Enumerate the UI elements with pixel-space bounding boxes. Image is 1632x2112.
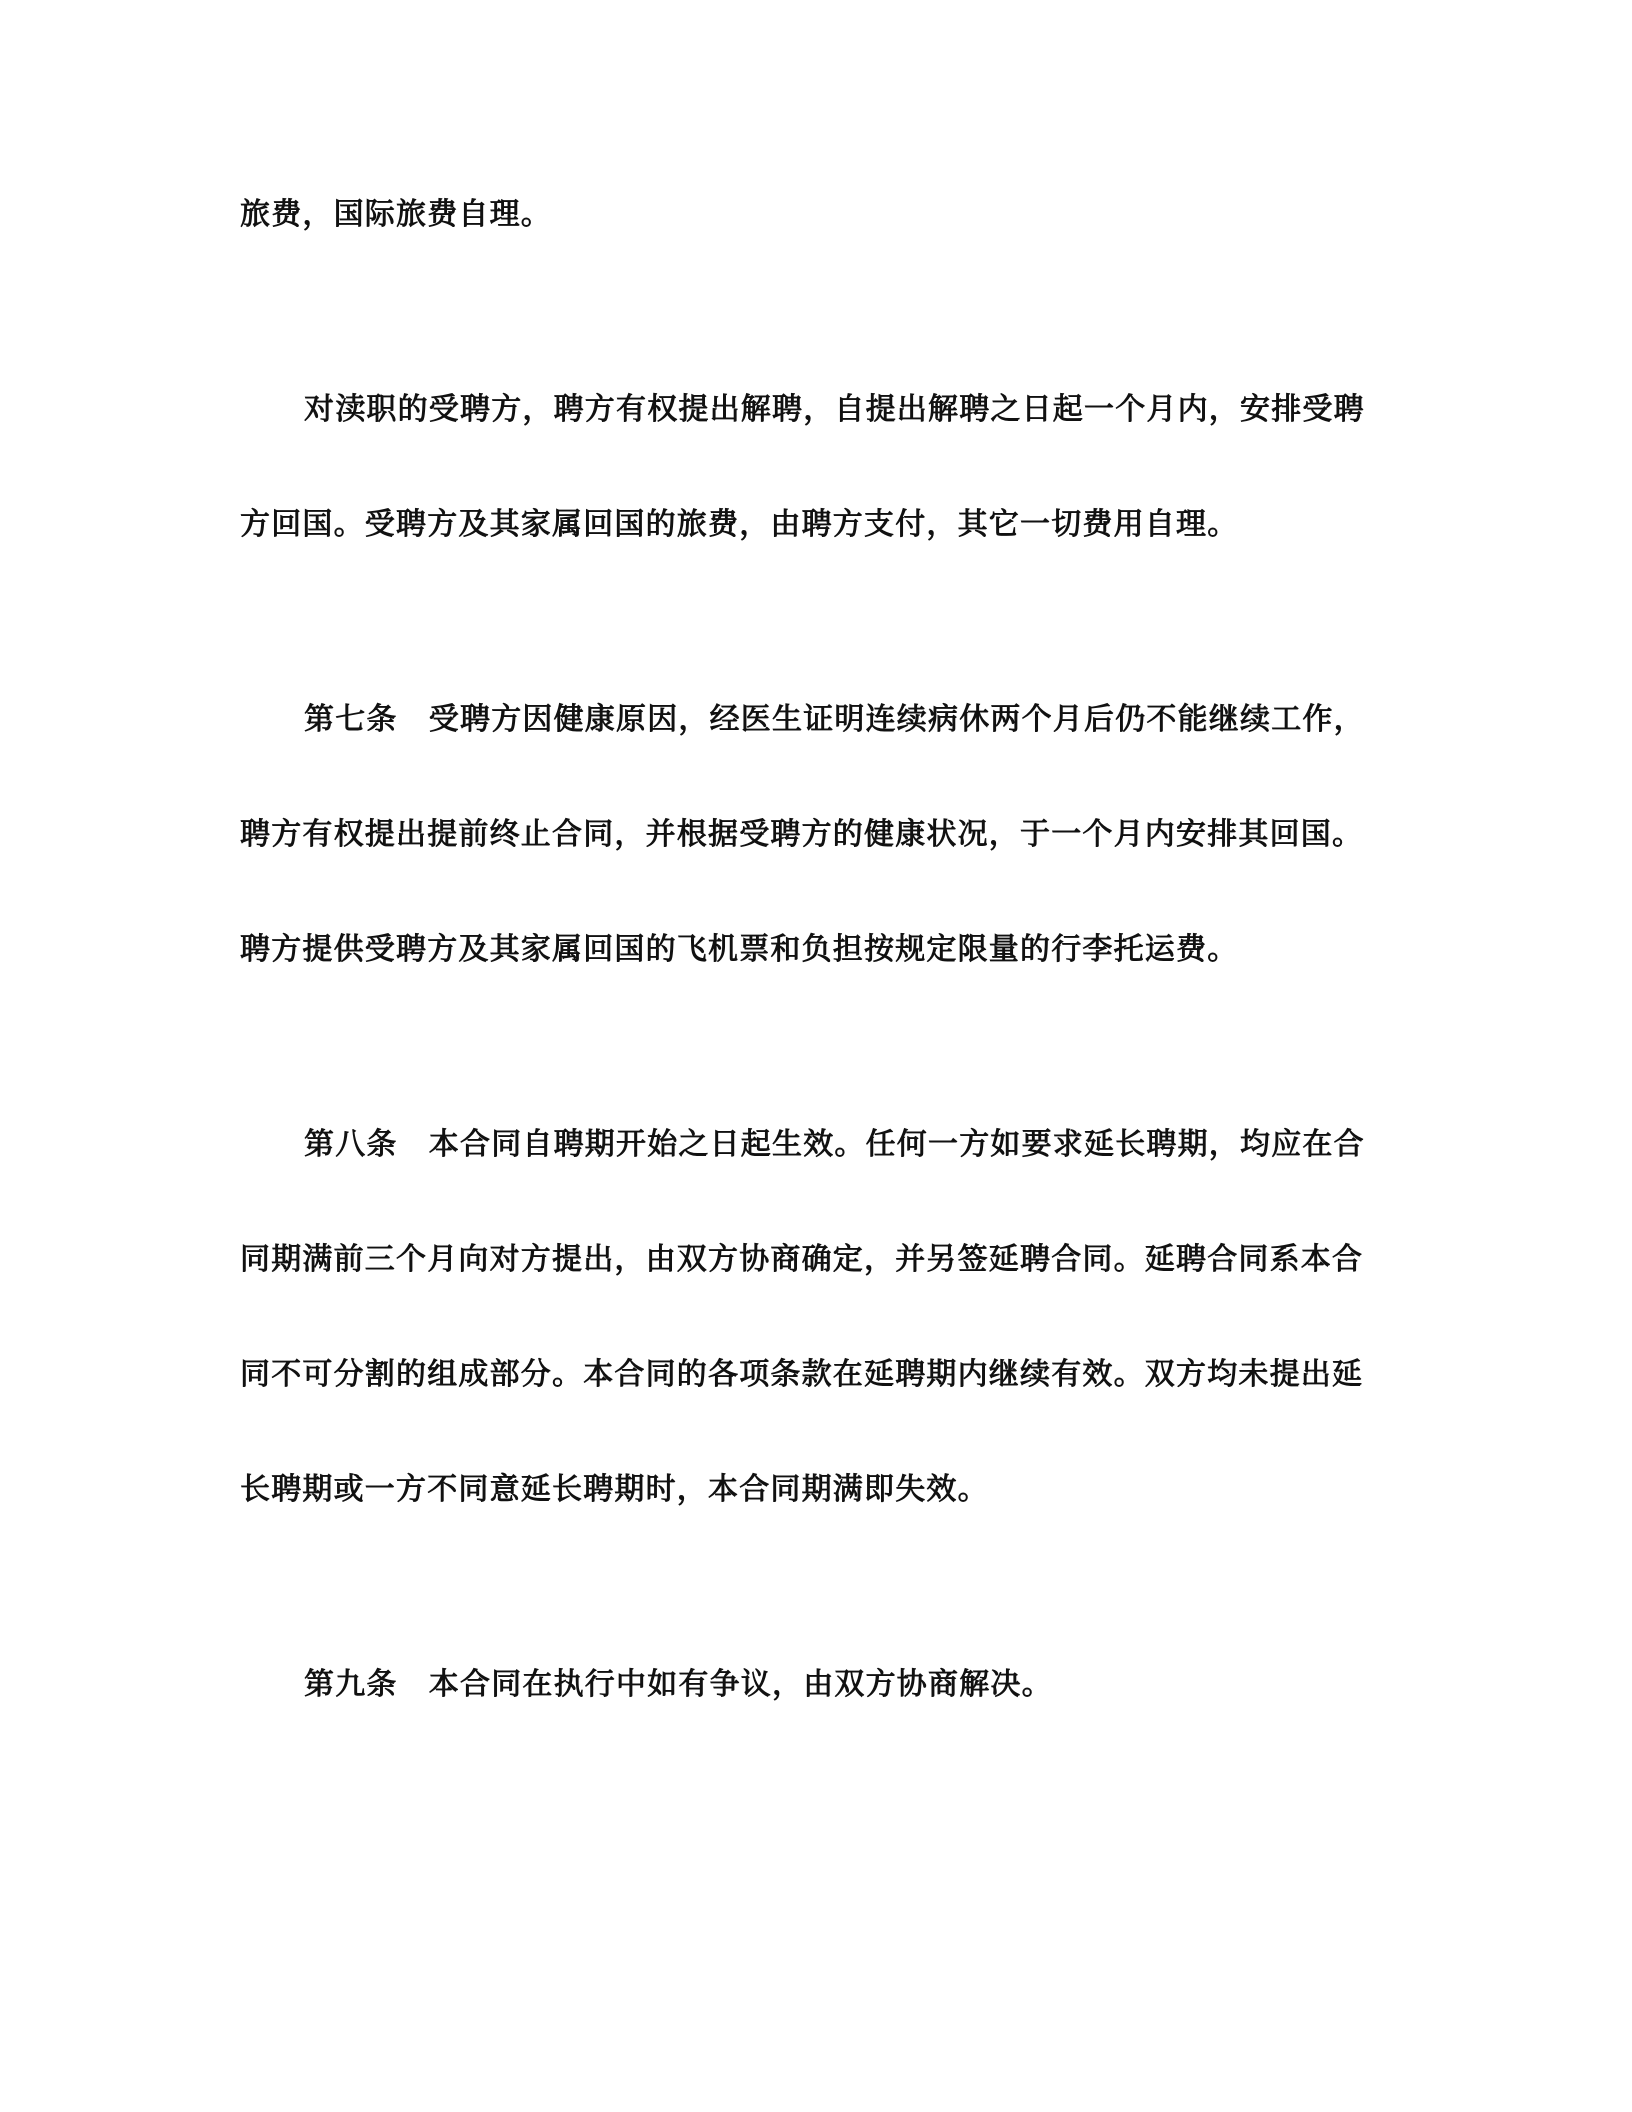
paragraph-line: 同期满前三个月向对方提出，由双方协商确定，并另签延聘合同。延聘合同系本合 [240, 1242, 1364, 1277]
paragraph-line: 方回国。受聘方及其家属回国的旅费，由聘方支付，其它一切费用自理。 [240, 507, 1239, 542]
paragraph-line: 旅费，国际旅费自理。 [240, 197, 552, 232]
paragraph-line: 聘方有权提出提前终止合同，并根据受聘方的健康状况，于一个月内安排其回国。 [240, 817, 1364, 852]
article-7-heading-line: 第七条 受聘方因健康原因，经医生证明连续病休两个月后仍不能继续工作， [304, 702, 1365, 737]
paragraph-line: 同不可分割的组成部分。本合同的各项条款在延聘期内继续有效。双方均未提出延 [240, 1357, 1364, 1392]
paragraph-line: 对渎职的受聘方，聘方有权提出解聘，自提出解聘之日起一个月内，安排受聘 [304, 392, 1365, 427]
article-8-heading-line: 第八条 本合同自聘期开始之日起生效。任何一方如要求延长聘期，均应在合 [304, 1127, 1365, 1162]
paragraph-line: 聘方提供受聘方及其家属回国的飞机票和负担按规定限量的行李托运费。 [240, 932, 1239, 967]
paragraph-line: 长聘期或一方不同意延长聘期时，本合同期满即失效。 [240, 1472, 989, 1507]
article-9-heading-line: 第九条 本合同在执行中如有争议，由双方协商解决。 [304, 1667, 1053, 1702]
